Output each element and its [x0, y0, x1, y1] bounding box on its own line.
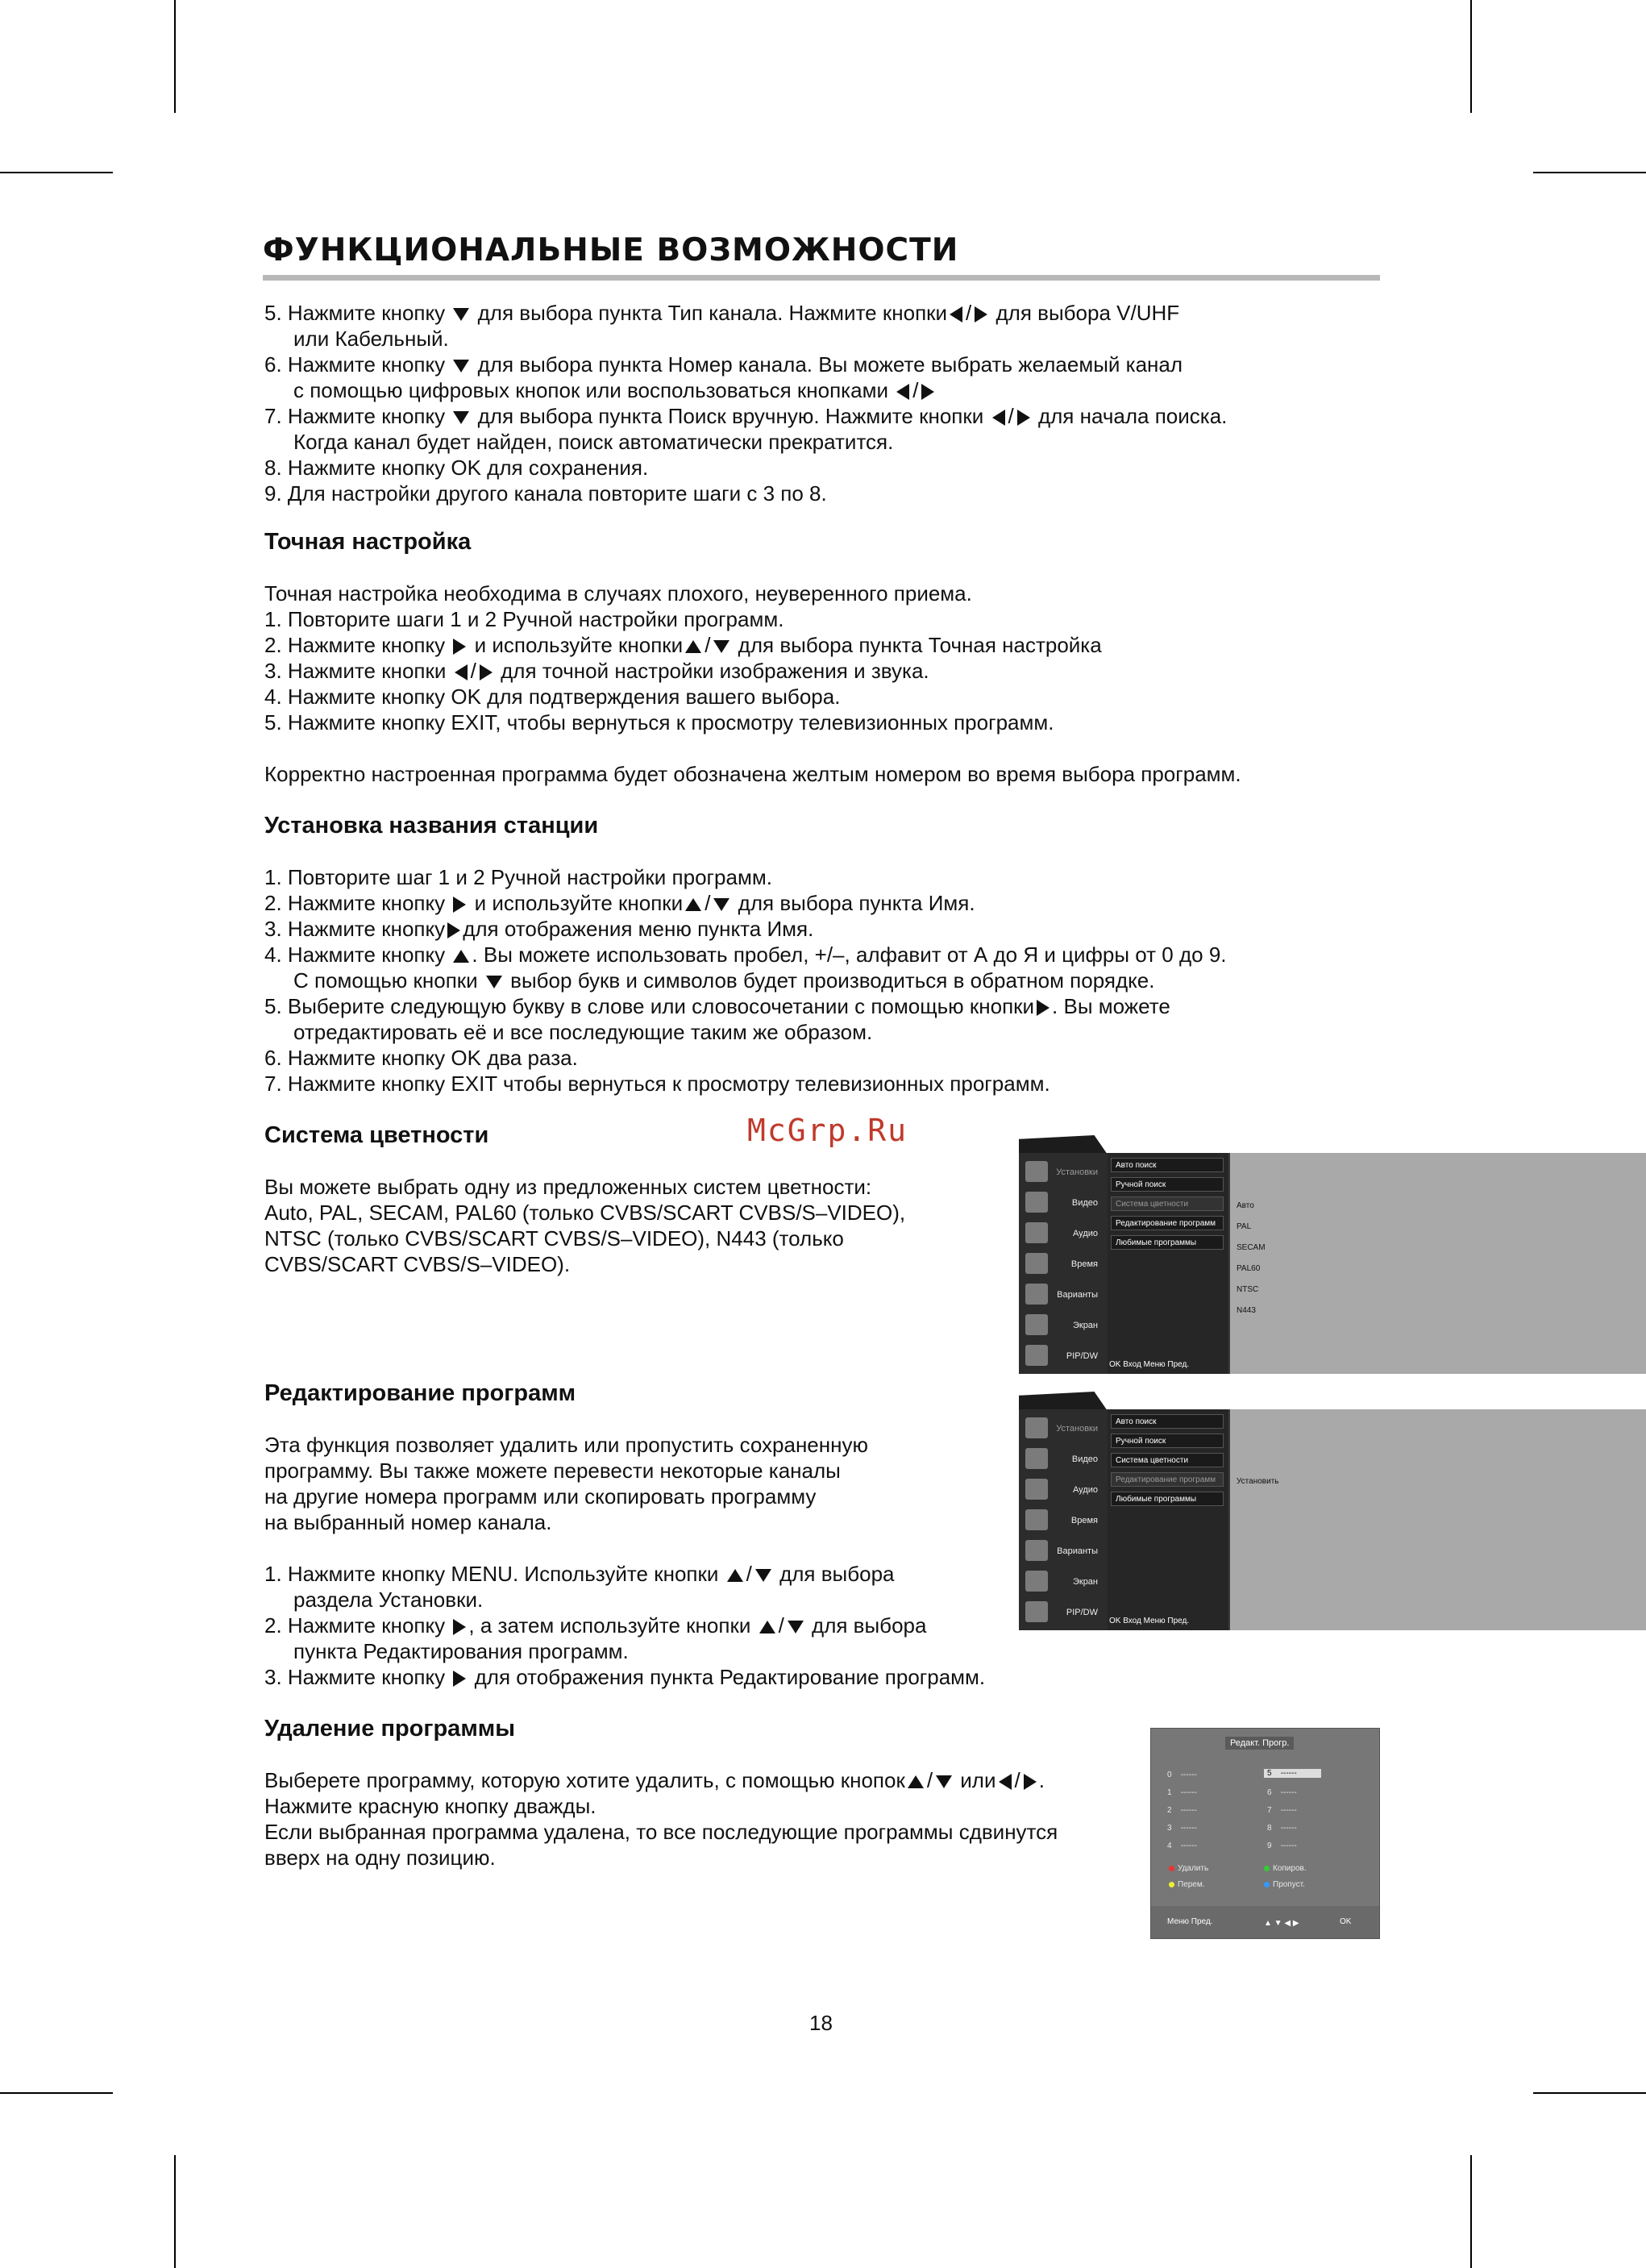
arrow-right-icon: [1037, 1000, 1050, 1016]
label: PIP/DW: [1066, 1351, 1098, 1361]
station-step-5-cont: отредактировать её и все последующие таким же образом.: [293, 1020, 873, 1044]
edit-step-1: [264, 1561, 985, 1587]
menu-option: Авто поиск: [1111, 1158, 1224, 1172]
text: 3. Нажмите кнопку: [264, 917, 446, 941]
num: 5: [1267, 1769, 1272, 1778]
menu-footer: OK Вход Меню Пред.: [1109, 1617, 1190, 1625]
num: 7: [1267, 1806, 1272, 1815]
dash: ------: [1180, 1841, 1197, 1850]
options-icon: [1025, 1284, 1048, 1305]
delete-line: Нажмите красную кнопку дважды.: [264, 1794, 596, 1818]
arrow-left-icon: [455, 664, 468, 680]
copy-action: [1264, 1864, 1307, 1873]
menu-screenshot-color: [1019, 1153, 1646, 1374]
slash: /: [705, 891, 711, 915]
text: 5. Выберите следующую букву в слове или словосочетании с помощью кнопки: [264, 994, 1035, 1018]
slash: /: [1014, 1768, 1020, 1792]
value: PAL60: [1237, 1264, 1261, 1273]
dash: ------: [1180, 1788, 1197, 1797]
arrow-right-icon: [453, 1619, 466, 1635]
num: 6: [1267, 1788, 1272, 1797]
menu-sidebar: [1019, 1409, 1108, 1630]
menu-tab: [1019, 1135, 1108, 1155]
edit-row: [1267, 1841, 1297, 1850]
label: Экран: [1072, 1321, 1098, 1330]
text: 1. Нажмите кнопку MENU. Используйте кнопки: [264, 1562, 725, 1586]
edit-line: на другие номера программ или скопировать программу: [264, 1484, 817, 1509]
num: 3: [1167, 1824, 1172, 1833]
text: для выбора пункта Номер канала. Вы можете выбрать желаемый канал: [472, 352, 1183, 377]
text: для начала поиска.: [1032, 404, 1228, 428]
menu-side-item: [1019, 1600, 1106, 1624]
text: 6. Нажмите кнопку: [264, 352, 451, 377]
fine-note: Корректно настроенная программа будет обозначена желтым номером во время выбора программ.: [264, 762, 1241, 786]
green-dot-icon: [1264, 1866, 1270, 1871]
station-step-3: [264, 916, 1227, 942]
text: 2. Нажмите кнопку: [264, 1613, 451, 1638]
dash: ------: [1180, 1771, 1197, 1779]
fine-step-4: 4. Нажмите кнопку OK для подтверждения вашего выбора.: [264, 685, 841, 709]
edit-line: Эта функция позволяет удалить или пропустить сохраненную: [264, 1433, 868, 1457]
menu-side-item: [1019, 1569, 1106, 1593]
delete-line: Если выбранная программа удалена, то все последующие программы сдвинутся: [264, 1820, 1058, 1844]
arrow-down-icon: [788, 1621, 804, 1633]
fine-body: [264, 581, 1241, 787]
arrow-down-icon: [713, 640, 729, 653]
dash: ------: [1280, 1841, 1297, 1850]
station-body: [264, 864, 1227, 1097]
slash: /: [746, 1562, 752, 1586]
audio-icon: [1025, 1222, 1048, 1243]
station-step-4: [264, 942, 1227, 968]
value: NTSC: [1237, 1285, 1259, 1294]
label: PIP/DW: [1066, 1608, 1098, 1617]
crop-mark: [0, 172, 113, 173]
value: SECAM: [1237, 1243, 1266, 1252]
step-6: [264, 352, 1227, 377]
color-heading: Система цветности: [264, 1122, 489, 1148]
menu-side-item: [1019, 1416, 1106, 1440]
color-line: Auto, PAL, SECAM, PAL60 (только CVBS/SCART CVBS/S–VIDEO),: [264, 1201, 906, 1225]
color-body: [264, 1174, 905, 1277]
crop-mark: [1533, 2092, 1646, 2094]
blue-dot-icon: [1264, 1882, 1270, 1887]
dash: ------: [1280, 1806, 1297, 1815]
arrow-up-icon: [727, 1569, 743, 1582]
edit-step-2-cont: пункта Редактирования программ.: [293, 1639, 629, 1663]
station-heading: Установка названия станции: [264, 813, 599, 839]
label: Варианты: [1057, 1546, 1098, 1556]
pip-icon: [1025, 1345, 1048, 1366]
text: и используйте кнопки: [468, 633, 684, 657]
menu-options: [1108, 1153, 1228, 1374]
crop-mark: [174, 0, 176, 113]
value: Установить: [1237, 1477, 1279, 1486]
menu-option-selected: Система цветности: [1111, 1196, 1224, 1211]
menu-side-item: [1019, 1282, 1106, 1306]
skip-action: [1264, 1880, 1305, 1889]
label: Установки: [1056, 1167, 1098, 1177]
slash: /: [966, 301, 972, 325]
text: . Вы можете: [1052, 994, 1170, 1018]
page-number: 18: [809, 2011, 833, 2035]
menu-tab: [1019, 1392, 1108, 1411]
dash: ------: [1280, 1769, 1297, 1778]
fine-heading: Точная настройка: [264, 529, 472, 555]
text: для выбора: [805, 1613, 927, 1638]
value: PAL: [1237, 1222, 1252, 1231]
clock-icon: [1025, 1253, 1048, 1274]
slash: /: [1008, 404, 1014, 428]
step-5: [264, 300, 1227, 326]
delete-heading: Удаление программы: [264, 1716, 515, 1742]
label: Копиров.: [1273, 1864, 1307, 1873]
text: 3. Нажмите кнопку: [264, 1665, 451, 1689]
yellow-dot-icon: [1169, 1882, 1174, 1887]
text: для выбора пункта Поиск вручную. Нажмите кнопки: [472, 404, 990, 428]
text: 5. Нажмите кнопку: [264, 301, 451, 325]
text: или: [954, 1768, 996, 1792]
edit-row: [1167, 1806, 1197, 1815]
text: для выбора: [773, 1562, 895, 1586]
text: С помощью кнопки: [293, 968, 484, 993]
arrow-right-icon: [453, 897, 466, 913]
pip-icon: [1025, 1601, 1048, 1622]
edit-step-3: [264, 1664, 985, 1690]
menu-footer: OK Вход Меню Пред.: [1109, 1360, 1190, 1369]
num: 9: [1267, 1841, 1272, 1850]
setup-icon: [1025, 1417, 1048, 1438]
menu-option: Любимые программы: [1111, 1492, 1224, 1506]
arrow-right-icon: [453, 639, 466, 655]
text: Выберете программу, которую хотите удалить, с помощью кнопок: [264, 1768, 905, 1792]
label: Пропуст.: [1273, 1880, 1305, 1889]
step-6-cont: [264, 377, 1227, 403]
steps-top: [264, 300, 1227, 506]
arrow-right-icon: [975, 306, 987, 323]
video-icon: [1025, 1192, 1048, 1213]
delete-action: [1169, 1864, 1208, 1873]
text: для выбора V/UHF: [990, 301, 1180, 325]
delete-body: [264, 1767, 1058, 1871]
step-8: 8. Нажмите кнопку OK для сохранения.: [264, 456, 649, 480]
edit-body: [264, 1432, 985, 1690]
crop-mark: [1470, 2155, 1472, 2268]
dash: ------: [1280, 1824, 1297, 1833]
arrow-up-icon: [453, 950, 469, 963]
slash: /: [470, 659, 476, 683]
label: Время: [1070, 1259, 1098, 1269]
menu-option: Редактирование программ: [1111, 1216, 1224, 1230]
text: для отображения меню пункта Имя.: [463, 917, 814, 941]
menu-options: [1108, 1409, 1228, 1630]
label: Экран: [1072, 1577, 1098, 1587]
label: Видео: [1071, 1454, 1098, 1464]
menu-option: Любимые программы: [1111, 1235, 1224, 1250]
label: Перем.: [1178, 1880, 1205, 1889]
dash: ------: [1180, 1824, 1197, 1833]
video-icon: [1025, 1448, 1048, 1469]
arrow-down-icon: [936, 1775, 952, 1788]
menu-option: Ручной поиск: [1111, 1177, 1224, 1192]
step-5-cont: или Кабельный.: [293, 327, 449, 351]
label: Аудио: [1072, 1229, 1098, 1238]
fine-intro: Точная настройка необходима в случаях плохого, неуверенного приема.: [264, 581, 972, 605]
menu-side-item: [1019, 1477, 1106, 1501]
edit-row: [1167, 1771, 1197, 1779]
title-rule: [263, 275, 1380, 281]
slash: /: [778, 1613, 784, 1638]
edit-row: [1267, 1824, 1297, 1833]
arrow-left-icon: [992, 410, 1005, 426]
footer-left: Меню Пред.: [1167, 1917, 1213, 1926]
clock-icon: [1025, 1509, 1048, 1530]
fine-step-5: 5. Нажмите кнопку EXIT, чтобы вернуться к просмотру телевизионных программ.: [264, 710, 1054, 734]
color-line: Вы можете выбрать одну из предложенных систем цветности:: [264, 1175, 872, 1199]
arrow-left-icon: [999, 1774, 1012, 1790]
arrow-up-icon: [685, 640, 701, 653]
label: Аудио: [1072, 1485, 1098, 1495]
text: 2. Нажмите кнопку: [264, 633, 451, 657]
delete-line-1: [264, 1767, 1058, 1793]
station-step-6: 6. Нажмите кнопку OK два раза.: [264, 1046, 578, 1070]
arrow-right-icon: [453, 1671, 466, 1687]
edit-row: [1167, 1841, 1197, 1850]
move-action: [1169, 1880, 1205, 1889]
slash: /: [705, 633, 711, 657]
num: 8: [1267, 1824, 1272, 1833]
text: для выбора пункта Точная настройка: [732, 633, 1102, 657]
menu-side-item: [1019, 1190, 1106, 1214]
menu-option: Ручной поиск: [1111, 1434, 1224, 1448]
text: 3. Нажмите кнопки: [264, 659, 452, 683]
label: Время: [1070, 1516, 1098, 1525]
arrow-left-icon: [896, 384, 909, 400]
setup-icon: [1025, 1161, 1048, 1182]
text: 7. Нажмите кнопку: [264, 404, 451, 428]
menu-side-item: [1019, 1538, 1106, 1563]
fine-step-3: [264, 658, 1241, 684]
red-dot-icon: [1169, 1866, 1174, 1871]
footer-right: OK: [1340, 1917, 1352, 1926]
menu-option-selected: Редактирование программ: [1111, 1472, 1224, 1487]
arrow-right-icon: [480, 664, 493, 680]
arrow-down-icon: [713, 898, 729, 911]
edit-line: программу. Вы также можете перевести некоторые каналы: [264, 1459, 841, 1483]
edit-footer: [1151, 1906, 1379, 1938]
crop-mark: [1533, 172, 1646, 173]
num: 2: [1167, 1806, 1172, 1815]
label: Варианты: [1057, 1290, 1098, 1300]
color-line: CVBS/SCART CVBS/S–VIDEO).: [264, 1252, 571, 1276]
text: для выбора пункта Имя.: [732, 891, 975, 915]
num: 4: [1167, 1841, 1172, 1850]
step-9: 9. Для настройки другого канала повторите шаги с 3 по 8.: [264, 481, 827, 506]
text: 4. Нажмите кнопку: [264, 943, 451, 967]
menu-side-item: [1019, 1343, 1106, 1367]
menu-option: Авто поиск: [1111, 1414, 1224, 1429]
station-step-2: [264, 890, 1227, 916]
color-line: NTSC (только CVBS/SCART CVBS/S–VIDEO), N443 (только: [264, 1226, 844, 1251]
step-7-cont: Когда канал будет найден, поиск автоматически прекратится.: [293, 430, 894, 454]
arrow-down-icon: [486, 976, 502, 988]
screen-icon: [1025, 1571, 1048, 1592]
fine-step-1: 1. Повторите шаги 1 и 2 Ручной настройки программ.: [264, 607, 784, 631]
num: 0: [1167, 1771, 1172, 1779]
edit-line: на выбранный номер канала.: [264, 1510, 552, 1534]
edit-row: [1267, 1806, 1297, 1815]
label: Установки: [1056, 1424, 1098, 1434]
arrow-up-icon: [908, 1775, 924, 1788]
audio-icon: [1025, 1479, 1048, 1500]
arrow-left-icon: [950, 306, 962, 323]
watermark: McGrp.Ru: [747, 1113, 908, 1148]
menu-side-item: [1019, 1159, 1106, 1184]
label: Удалить: [1178, 1864, 1209, 1873]
page-title: ФУНКЦИОНАЛЬНЫЕ ВОЗМОЖНОСТИ: [263, 232, 959, 268]
text: с помощью цифровых кнопок или воспользоваться кнопками: [293, 378, 895, 402]
arrow-down-icon: [453, 411, 469, 424]
dash: ------: [1280, 1788, 1297, 1797]
edit-row-selected: [1264, 1769, 1321, 1778]
station-step-5: [264, 993, 1227, 1019]
crop-mark: [1470, 0, 1472, 113]
arrow-right-icon: [1024, 1774, 1037, 1790]
edit-row: [1167, 1788, 1197, 1797]
edit-title: Редакт. Прогр.: [1225, 1737, 1294, 1750]
edit-program-screenshot: [1150, 1728, 1380, 1939]
options-icon: [1025, 1540, 1048, 1561]
station-step-4-cont: [264, 968, 1227, 993]
menu-values: [1230, 1153, 1646, 1374]
menu-side-item: [1019, 1221, 1106, 1245]
text: 2. Нажмите кнопку: [264, 891, 451, 915]
slash: /: [926, 1768, 933, 1792]
menu-side-item: [1019, 1251, 1106, 1275]
arrow-up-icon: [685, 898, 701, 911]
arrow-right-icon: [1017, 410, 1030, 426]
edit-step-2: [264, 1613, 985, 1638]
edit-row: [1267, 1788, 1297, 1797]
edit-step-1-cont: раздела Установки.: [293, 1588, 484, 1612]
value: N443: [1237, 1306, 1256, 1315]
text: и используйте кнопки: [468, 891, 684, 915]
value: Авто: [1237, 1201, 1254, 1210]
crop-mark: [174, 2155, 176, 2268]
text: .: [1038, 1768, 1045, 1792]
text: , а затем используйте кнопки: [468, 1613, 757, 1638]
menu-side-item: [1019, 1508, 1106, 1532]
num: 1: [1167, 1788, 1172, 1797]
fine-step-2: [264, 632, 1241, 658]
menu-screenshot-edit: [1019, 1409, 1646, 1630]
text: для выбора пункта Тип канала. Нажмите кнопки: [472, 301, 948, 325]
menu-side-item: [1019, 1313, 1106, 1337]
arrow-down-icon: [453, 360, 469, 372]
text: для точной настройки изображения и звука.: [494, 659, 929, 683]
nav-arrows-icon: ▲ ▼ ◀ ▶: [1264, 1919, 1299, 1928]
screen-icon: [1025, 1314, 1048, 1335]
crop-mark: [0, 2092, 113, 2094]
step-7: [264, 403, 1227, 429]
station-step-7: 7. Нажмите кнопку EXIT чтобы вернуться к просмотру телевизионных программ.: [264, 1072, 1050, 1096]
menu-side-item: [1019, 1446, 1106, 1471]
text: . Вы можете использовать пробел, +/–, алфавит от А до Я и цифры от 0 до 9.: [472, 943, 1227, 967]
text: для отображения пункта Редактирование программ.: [468, 1665, 986, 1689]
arrow-down-icon: [755, 1569, 771, 1582]
text: выбор букв и символов будет производиться в обратном порядке.: [504, 968, 1155, 993]
menu-option: Система цветности: [1111, 1453, 1224, 1467]
arrow-right-icon: [447, 922, 460, 938]
arrow-right-icon: [921, 384, 934, 400]
arrow-down-icon: [453, 308, 469, 321]
dash: ------: [1180, 1806, 1197, 1815]
slash: /: [912, 378, 919, 402]
station-step-1: 1. Повторите шаг 1 и 2 Ручной настройки программ.: [264, 865, 772, 889]
delete-line: вверх на одну позицию.: [264, 1846, 496, 1870]
arrow-up-icon: [759, 1621, 775, 1633]
menu-sidebar: [1019, 1153, 1108, 1374]
label: Видео: [1071, 1198, 1098, 1208]
edit-heading: Редактирование программ: [264, 1380, 576, 1406]
edit-row: [1167, 1824, 1197, 1833]
menu-values: [1230, 1409, 1646, 1630]
